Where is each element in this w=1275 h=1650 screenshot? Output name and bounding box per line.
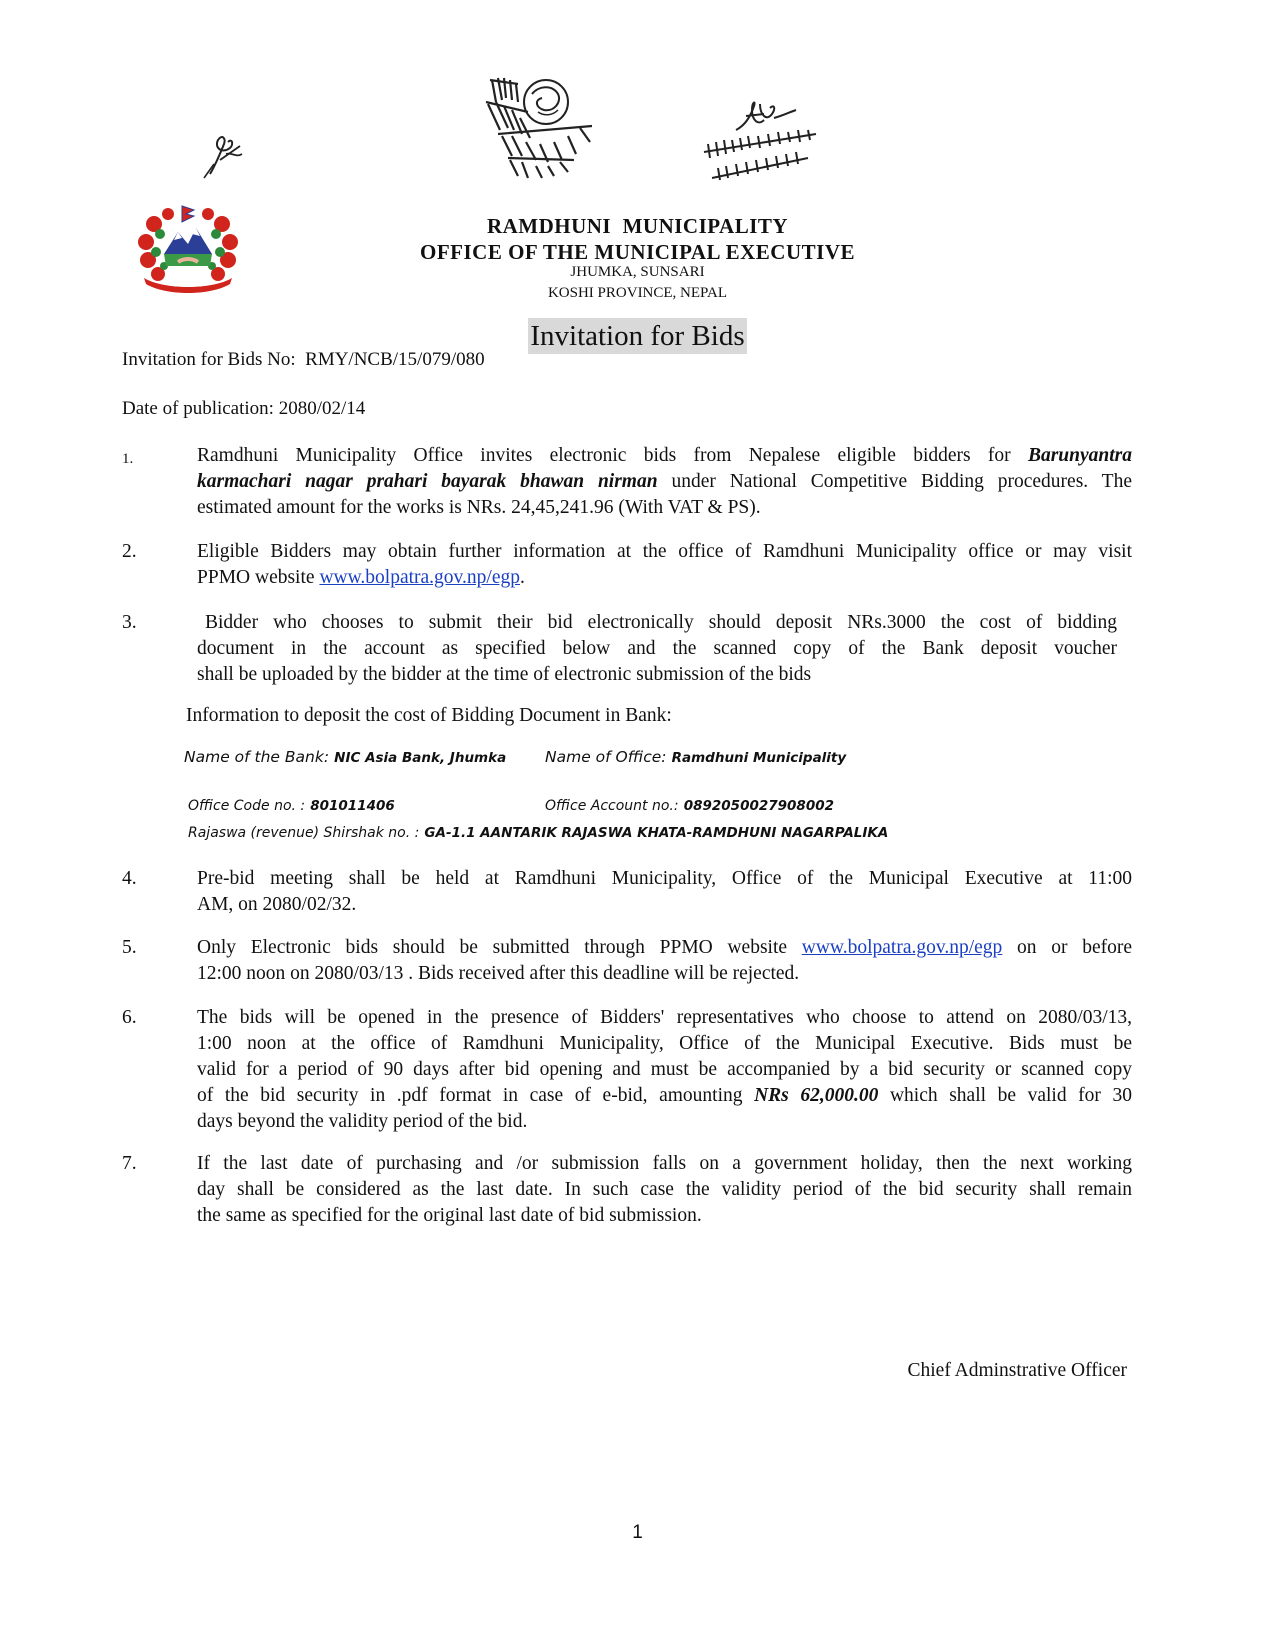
office-name-value: Ramdhuni Municipality <box>671 750 847 766</box>
clause-number: 4. <box>122 868 137 889</box>
work-name: Barunyantra <box>1027 445 1132 466</box>
bid-number-label: Invitation for Bids No: <box>122 349 296 370</box>
officer-stamp <box>700 128 820 184</box>
clause-number: 1. <box>122 451 134 467</box>
revenue-shirshak-row: Rajaswa (revenue) Shirshak no. : GA-1.1 AANTARIK RAJASWA KHATA-RAMDHUNI NAGARPALIKA <box>188 825 889 841</box>
ppmo-website-link[interactable]: www.bolpatra.gov.np/egp <box>319 567 520 588</box>
office-name: OFFICE OF THE MUNICIPAL EXECUTIVE <box>420 240 855 264</box>
page-number: 1 <box>632 1522 643 1543</box>
office-account: 0892050027908002 <box>683 798 834 814</box>
clause-number: 5. <box>122 937 137 958</box>
bank-name-row: Name of the Bank: NIC Asia Bank, Jhumka <box>184 748 507 766</box>
bank-name: NIC Asia Bank, Jhumka <box>334 750 507 766</box>
bid-number: RMY/NCB/15/079/080 <box>305 349 485 370</box>
publication-date: 2080/02/14 <box>278 398 366 419</box>
municipal-seal <box>482 72 600 180</box>
bid-security-amount: NRs 62,000.00 <box>754 1085 879 1106</box>
address-line-2: KOSHI PROVINCE, NEPAL <box>547 285 728 301</box>
handwritten-initials <box>196 124 256 180</box>
ppmo-website-link[interactable]: www.bolpatra.gov.np/egp <box>801 937 1003 958</box>
office-code-row: Office Code no. : 801011406 <box>188 798 395 814</box>
org-name: RAMDHUNI MUNICIPALITY <box>486 214 789 238</box>
clause-number: 7. <box>122 1153 137 1174</box>
address-line-1: JHUMKA, SUNSARI <box>570 264 705 280</box>
work-name-cont: karmachari nagar prahari bayarak bhawan nirman <box>197 471 658 492</box>
clause-number: 3. <box>122 612 137 633</box>
clause-number: 6. <box>122 1007 137 1028</box>
publication-date-label: Date of publication: <box>122 398 274 419</box>
publication-date-line <box>122 398 365 420</box>
bank-info-intro: Information to deposit the cost of Bidding Document in Bank: <box>186 705 672 726</box>
signatory-title: Chief Adminstrative Officer <box>907 1360 1127 1381</box>
clause-number: 2. <box>122 541 137 562</box>
office-account-row: Office Account no.: 0892050027908002 <box>545 798 834 814</box>
submission-deadline: 12:00 noon on 2080/03/13 . Bids received after this deadline will be rejected. <box>197 963 800 984</box>
office-code: 801011406 <box>310 798 395 814</box>
revenue-shirshak: GA-1.1 AANTARIK RAJASWA KHATA-RAMDHUNI NAGARPALIKA <box>424 825 889 841</box>
bid-number-line <box>122 349 485 371</box>
office-name-row: Name of Office: Ramdhuni Municipality <box>545 748 847 766</box>
document-title: Invitation for Bids <box>530 320 745 352</box>
estimated-amount: estimated amount for the works is NRs. 24,45,241.96 (With VAT & PS). <box>197 497 761 518</box>
